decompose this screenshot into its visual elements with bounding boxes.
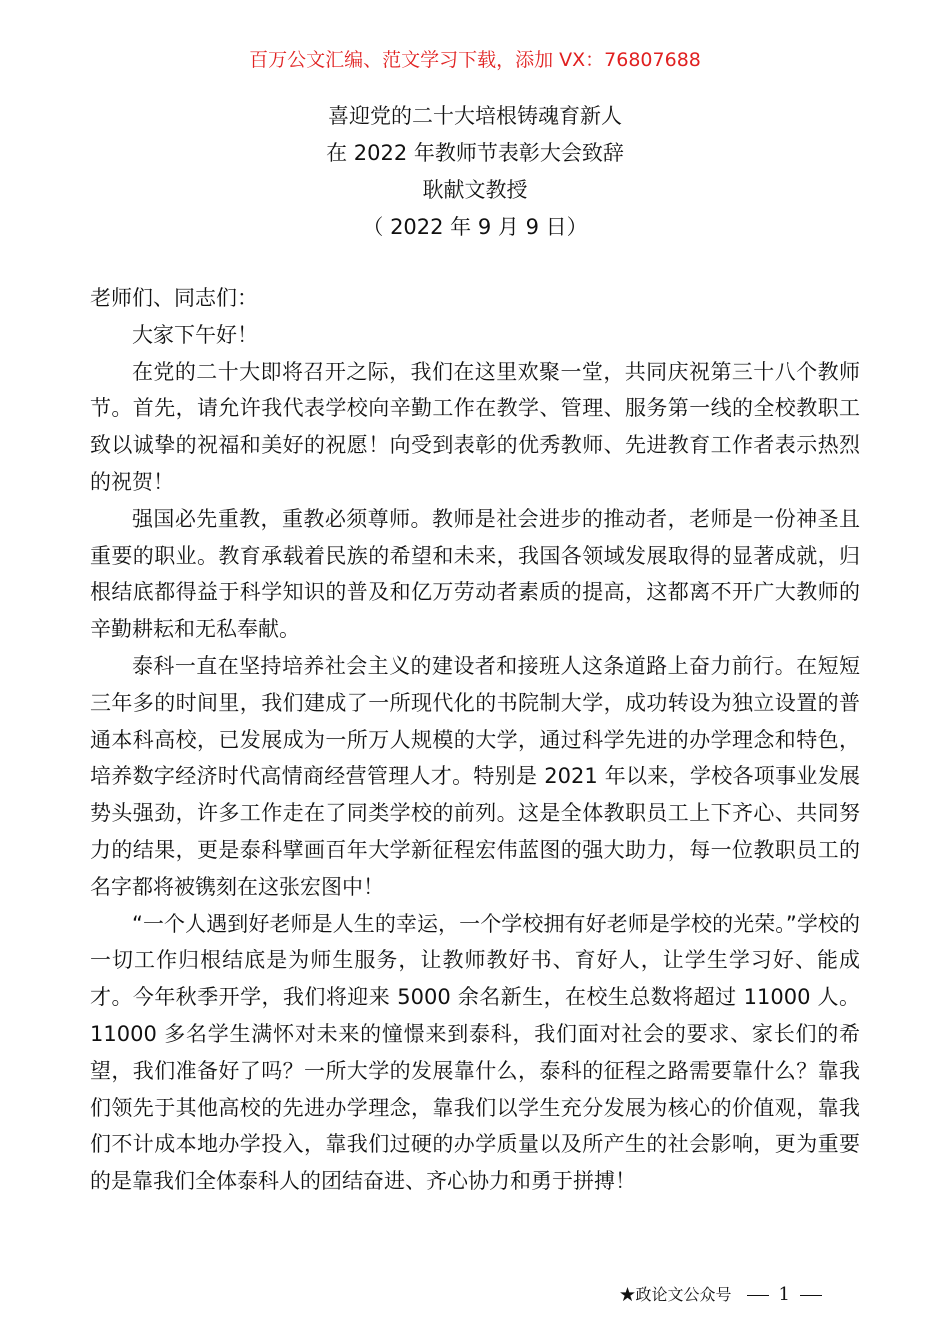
title-date: （ 2022 年 9 月 9 日） — [362, 215, 588, 239]
footer-dash-right — [800, 1295, 822, 1296]
title-main: 喜迎党的二十大培根铸魂育新人 — [328, 104, 622, 128]
title-block — [0, 98, 950, 246]
paragraph: 在党的二十大即将召开之际，我们在这里欢聚一堂，共同庆祝第三十八个教师节。首先，请允许我代表学校向辛勤工作在教学、管理、服务第一线的全校教职工致以诚挚的祝福和美好的祝愿！向受到表彰的优秀教师、先进教育工作者表示热烈的祝贺！ — [90, 359, 860, 494]
footer-source: ★政论文公众号 — [619, 1285, 732, 1304]
paragraph-greeting: 大家下午好！ — [132, 322, 258, 347]
salutation: 老师们、同志们： — [90, 286, 258, 310]
page-footer — [619, 1283, 832, 1307]
paragraph: 强国必先重教，重教必须尊师。教师是社会进步的推动者，老师是一份神圣且重要的职业。教育承载着民族的希望和未来，我国各领域发展取得的显著成就，归根结底都得益于科学知识的普及和亿万劳动者素质的提高，这都离不开广大教师的辛勤耕耘和无私奉献。 — [90, 506, 860, 642]
paragraph: “一个人遇到好老师是人生的幸运，一个学校拥有好老师是学校的光荣。”学校的一切工作归根结底是为师生服务，让教师教好书、育好人，让学生学习好、能成才。今年秋季开学，我们将迎来 5000 余名新生，在校生总数将超过 11000 人。11000 多名学生满怀对未来的憧憬来到泰科，我们面对社会的要求、家长们的希望，我们准备好了吗？一所大学的发展靠什么，泰科的征程之路需要靠什么？靠我们领先于其他高校的先进办学理念，靠我们以学生充分发展为核心的价值观，靠我们不计成本地办学投入，靠我们过硬的办学质量以及所产生的社会影响，更为重要的是靠我们全体泰科人的团结奋进、齐心协力和勇于拼搏！ — [90, 911, 860, 1194]
footer-dash-left — [747, 1295, 769, 1296]
paragraph: 泰科一直在坚持培养社会主义的建设者和接班人这条道路上奋力前行。在短短三年多的时间里，我们建成了一所现代化的书院制大学，成功转设为独立设置的普通本科高校，已发展成为一所万人规模的大学，通过科学先进的办学理念和特色，培养数字经济时代高情商经营管理人才。特别是 2021 年以来，学校各项事业发展势头强劲，许多工作走在了同类学校的前列。这是全体教职员工上下齐心、共同努力的结果，更是泰科擘画百年大学新征程宏伟蓝图的强大助力，每一位教职员工的名字都将被镌刻在这张宏图中！ — [90, 653, 860, 899]
page-number: 1 — [778, 1284, 790, 1305]
title-author: 耿献文教授 — [422, 178, 528, 202]
document-body — [90, 280, 860, 1200]
header-banner: 百万公文汇编、范文学习下载，添加 VX：76807688 — [249, 49, 701, 71]
title-subtitle: 在 2022 年教师节表彰大会致辞 — [326, 141, 624, 165]
